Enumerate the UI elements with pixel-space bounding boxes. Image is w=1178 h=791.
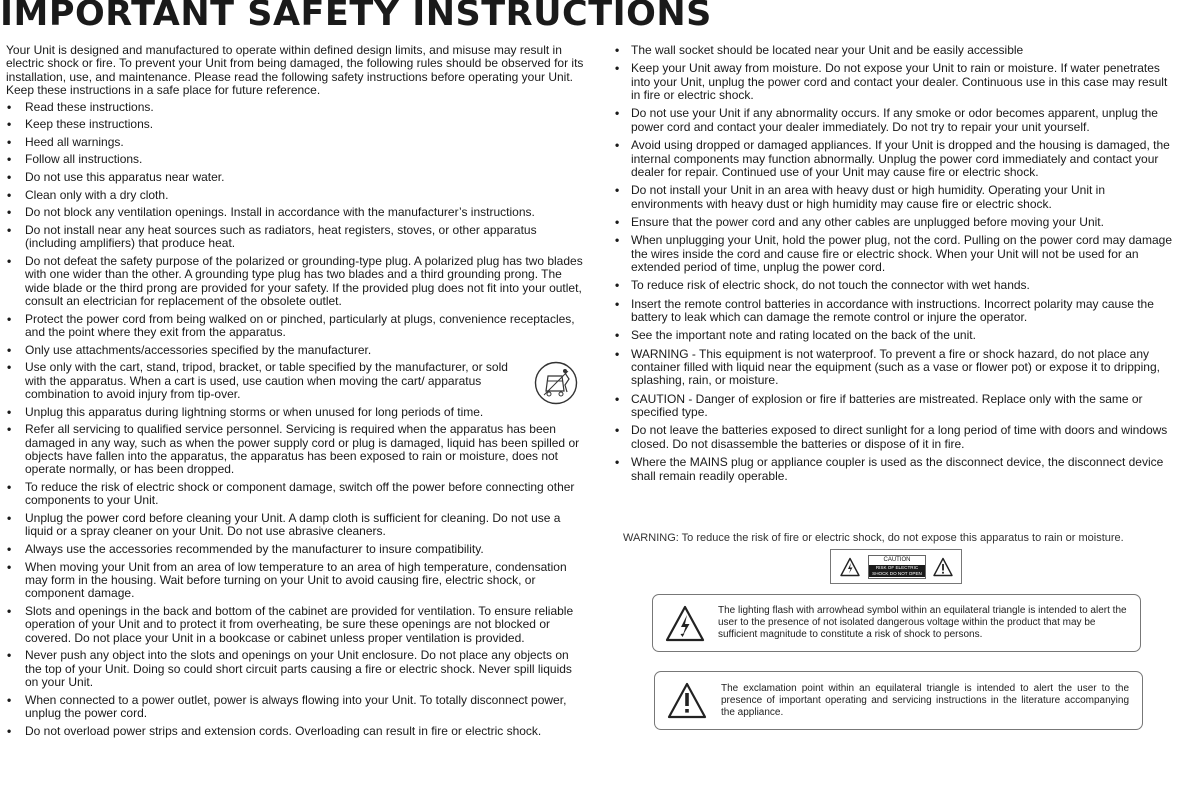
list-item: • WARNING - This equipment is not waterproof. To prevent a fire or shock hazard, do not place any container filled with liquid near the equipment (such as a vase or flower pot) or expose it to dripping, splashing, rain, or moisture. (613, 348, 1175, 388)
list-item: • Unplug the power cord before cleaning your Unit. A damp cloth is sufficient for cleaning. Do not use a liquid or a spray cleaner on your Unit. Do not use abrasive cleaners. (6, 512, 586, 539)
page-title: IMPORTANT SAFETY INSTRUCTIONS (0, 0, 712, 34)
list-item: • Insert the remote control batteries in accordance with instructions. Incorrect polarity may cause the battery to leak which can damage the remote control or injure the operator. (613, 298, 1175, 325)
list-item: • Heed all warnings. (6, 136, 586, 149)
list-item: • Do not install near any heat sources such as radiators, heat registers, stoves, or other apparatus (including amplifiers) that produce heat. (6, 224, 586, 251)
list-item: • Slots and openings in the back and bottom of the cabinet are provided for ventilation. To ensure reliable operation of your Unit and to protect it from overheating, be sure these openings are not blocked or covered. Do not place your Unit in a bookcase or cabinet unless proper ventilation is provided. (6, 605, 586, 645)
list-item: • When connected to a power outlet, power is always flowing into your Unit. To totally disconnect power, unplug the power cord. (6, 694, 586, 721)
list-item: • Protect the power cord from being walked on or pinched, particularly at plugs, convenience receptacles, and the point where they exit from the apparatus. (6, 313, 586, 340)
list-item: • Do not leave the batteries exposed to direct sunlight for a long period of time with doors and windows closed. Do not disassemble the batteries or dispose of it in fire. (613, 424, 1175, 451)
list-item: • Do not use your Unit if any abnormality occurs. If any smoke or odor becomes apparent, unplug the power cord and contact your dealer immediately. Do not try to repair your unit yourself. (613, 107, 1175, 134)
list-item: • Do not overload power strips and extension cords. Overloading can result in fire or electric shock. (6, 725, 586, 738)
list-item: • Follow all instructions. (6, 153, 586, 166)
exclamation-symbol-explanation (654, 671, 1143, 730)
list-item: • When unplugging your Unit, hold the power plug, not the cord. Pulling on the power cord may damage the wires inside the cord and cause fire or electric shock. When your Unit will not be used for an extended period of time, unplug the power cord. (613, 234, 1175, 274)
list-item: • Do not defeat the safety purpose of the polarized or grounding-type plug. A polarized plug has two blades with one wider than the other. A grounding type plug has two blades and a third grounding prong. The wide blade or the third prong are provided for your safety. If the provided plug does not fit into your outlet, consult an electrician for replacement of the obsolete outlet. (6, 255, 586, 309)
list-item: • Refer all servicing to qualified service personnel. Servicing is required when the apparatus has been damaged in any way, such as when the power supply cord or plug is damaged, liquid has been spilled or objects have fallen into the apparatus, the apparatus has been exposed to rain or moisture, does not operate normally, or has been dropped. (6, 423, 586, 477)
right-column (613, 44, 1175, 488)
lightning-symbol-explanation (652, 594, 1141, 652)
list-item: • To reduce the risk of electric shock or component damage, switch off the power before connecting other components to your Unit. (6, 481, 586, 508)
list-item: • To reduce risk of electric shock, do not touch the connector with wet hands. (613, 279, 1175, 292)
exclamation-triangle-icon (933, 557, 953, 577)
list-item: • Never push any object into the slots and openings on your Unit enclosure. Do not place any objects on the top of your Unit. Doing so could short circuit parts causing a fire or electric shock. Never spill liquids on your Unit. (6, 649, 586, 689)
exclamation-triangle-icon (667, 681, 707, 721)
list-item: • When moving your Unit from an area of low temperature to an area of high temperature, condensation may form in the housing. Wait before turning on your Unit to avoid causing fire, electric shock, or component damage. (6, 561, 586, 601)
list-item: • Do not use this apparatus near water. (6, 171, 586, 184)
left-instructions-list (6, 101, 586, 739)
list-item: • Always use the accessories recommended by the manufacturer to insure compatibility. (6, 543, 586, 556)
intro-paragraph: Your Unit is designed and manufactured to operate within defined design limits, and misuse may result in electric shock or fire. To prevent your Unit from being damaged, the following rules should be observed for its installation, use, and maintenance. Please read the following safety instructions before operating your Unit. Keep these instructions in a safe place for future reference. (6, 43, 584, 98)
list-item: • Do not install your Unit in an area with heavy dust or high humidity. Operating your Unit in environments with heavy dust or high humidity may cause fire or electric shock. (613, 184, 1175, 211)
lightning-symbol-text: The lighting flash with arrowhead symbol within an equilateral triangle is intended to alert the user to the presence of not isolated dangerous voltage within the product that may be sufficient magnitude to constitute a risk of shock to persons. (718, 605, 1127, 640)
list-item: • Where the MAINS plug or appliance coupler is used as the disconnect device, the disconnect device shall remain readily operable. (613, 456, 1175, 483)
list-item: • Do not block any ventilation openings. Install in accordance with the manufacturer’s instructions. (6, 206, 586, 219)
lightning-triangle-icon (840, 557, 860, 577)
rain-moisture-warning: WARNING: To reduce the risk of fire or electric shock, do not expose this apparatus to rain or moisture. (623, 532, 1124, 544)
caution-subtitle: RISK OF ELECTRIC SHOCK DO NOT OPEN (869, 565, 925, 577)
left-column (6, 44, 586, 742)
caution-plate (868, 555, 926, 579)
list-item: • Ensure that the power cord and any other cables are unplugged before moving your Unit. (613, 216, 1175, 229)
exclamation-symbol-text: The exclamation point within an equilateral triangle is intended to alert the user to the presence of important operating and servicing instructions in the literature accompanying the appliance. (721, 683, 1129, 718)
right-instructions-list (613, 44, 1175, 483)
list-item: • Clean only with a dry cloth. (6, 189, 586, 202)
list-item: • Read these instructions. (6, 101, 586, 114)
list-item-cart (6, 361, 586, 401)
lightning-triangle-icon (665, 604, 705, 644)
caution-label (830, 549, 962, 584)
list-item: • The wall socket should be located near your Unit and be easily accessible (613, 44, 1175, 57)
list-item: • Only use attachments/accessories specified by the manufacturer. (6, 344, 586, 357)
list-item: • See the important note and rating located on the back of the unit. (613, 329, 1175, 342)
list-item: • Avoid using dropped or damaged appliances. If your Unit is dropped and the housing is damaged, the internal components may function abnormally. Unplug the power cord immediately and contact your dealer for repair. Continued use of your Unit may cause fire or electric shock. (613, 139, 1175, 179)
list-item: • Unplug this apparatus during lightning storms or when unused for long periods of time. (6, 406, 586, 419)
list-item: • Keep your Unit away from moisture. Do not expose your Unit to rain or moisture. If water penetrates into your Unit, unplug the power cord and contact your dealer. Continuous use in this case may result in fire or electric shock. (613, 62, 1175, 102)
list-item: • CAUTION - Danger of explosion or fire if batteries are mistreated. Replace only with the same or specified type. (613, 393, 1175, 420)
list-item-text: Use only with the cart, stand, tripod, bracket, or table specified by the manufacturer, or sold with the apparatus. When a cart is used, use caution when moving the cart/ apparatus combination to avoid injury from tip-over. (25, 360, 508, 401)
list-item: • Keep these instructions. (6, 118, 586, 131)
cart-tip-over-icon (534, 361, 578, 405)
caution-title: CAUTION (883, 557, 911, 563)
